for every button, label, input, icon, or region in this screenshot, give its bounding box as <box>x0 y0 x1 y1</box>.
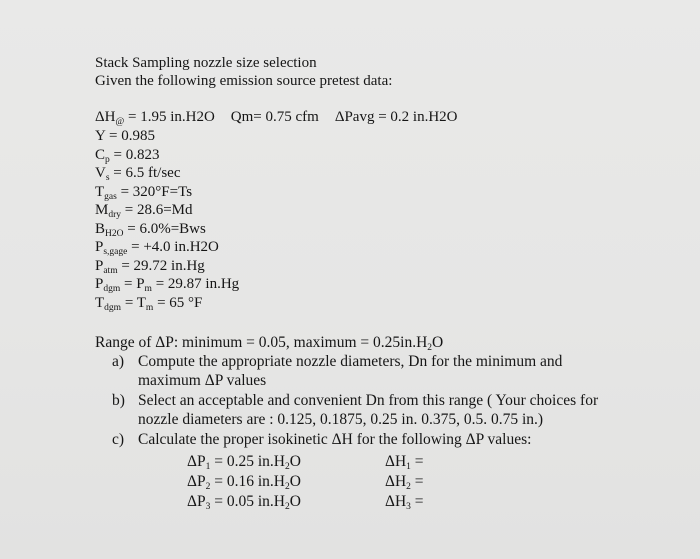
question-a-label: a) <box>112 353 125 370</box>
param-tgas: $T_{gas} = 320^\circ F=Ts$ <box>95 184 193 202</box>
param-y: Y = 0.985 <box>95 128 155 144</box>
param-patm: $P_{atm} = 29.72$ in.Hg <box>95 258 205 276</box>
param-tdgm: $T_{dgm} = T_m = 65$ °F <box>95 295 203 313</box>
question-b-line-2: nozzle diameters are : 0.125, 0.1875, 0.25 in. 0.375, 0.5. 0.75 in.) <box>138 411 544 428</box>
param-vs: $V_s = 6.5$ ft/sec <box>95 165 181 183</box>
question-b-label: b) <box>112 392 125 409</box>
param-qm: Qm= 0.75 cfm <box>230 109 319 125</box>
dp-row-2: $\Delta P_2 = 0.16$ $in.H_2O$ <box>187 473 301 492</box>
question-c-label: c) <box>112 431 125 448</box>
dh-row-1: $\Delta H_1$ = <box>385 453 424 472</box>
intro-line: Given the following emission source pretest data: <box>95 73 393 89</box>
range-statement: Range of ΔP: minimum = 0.05, maximum = $0.25in.H_2O$ <box>95 334 444 353</box>
param-bh2o: $B_{H2O} = 6.0\%=Bws$ <box>95 221 206 239</box>
param-pdgm: $P_{dgm} = P_m = 29.87$ in.Hg <box>95 276 240 294</box>
question-a-line-1: Compute the appropriate nozzle diameters, Dn for the minimum and <box>138 353 563 370</box>
dp-row-1: $\Delta P_1 = 0.25$ $in.H_2O$ <box>187 453 301 472</box>
param-dp-avg: ΔPavg = 0.2 in.H2O <box>334 109 458 125</box>
question-a-line-2: maximum ΔP values <box>138 372 267 389</box>
param-dh-at: $\Delta H_@ = 1.95$ in.H2O Qm= 0.75 cfm ΔPavg = 0.2 in.H2O <box>95 109 458 127</box>
param-ps-gage: $P_{s,gage} = +4.0$ in.H2O <box>95 239 219 257</box>
dh-row-3: $\Delta H_3$ = <box>385 493 424 512</box>
question-c-line-1: Calculate the proper isokinetic ΔH for the following ΔP values: <box>138 431 532 448</box>
param-cp: $C_p = 0.823$ <box>95 147 160 165</box>
dh-row-2: $\Delta H_2$ = <box>385 473 424 492</box>
question-b-line-1: Select an acceptable and convenient Dn from this range ( Your choices for <box>138 392 599 409</box>
document-title: Stack Sampling nozzle size selection <box>95 55 317 71</box>
param-mdry: $M_{dry} = 28.6=Md$ <box>95 202 193 220</box>
dp-row-3: $\Delta P_3 = 0.05$ $in.H_2O$ <box>187 493 301 512</box>
